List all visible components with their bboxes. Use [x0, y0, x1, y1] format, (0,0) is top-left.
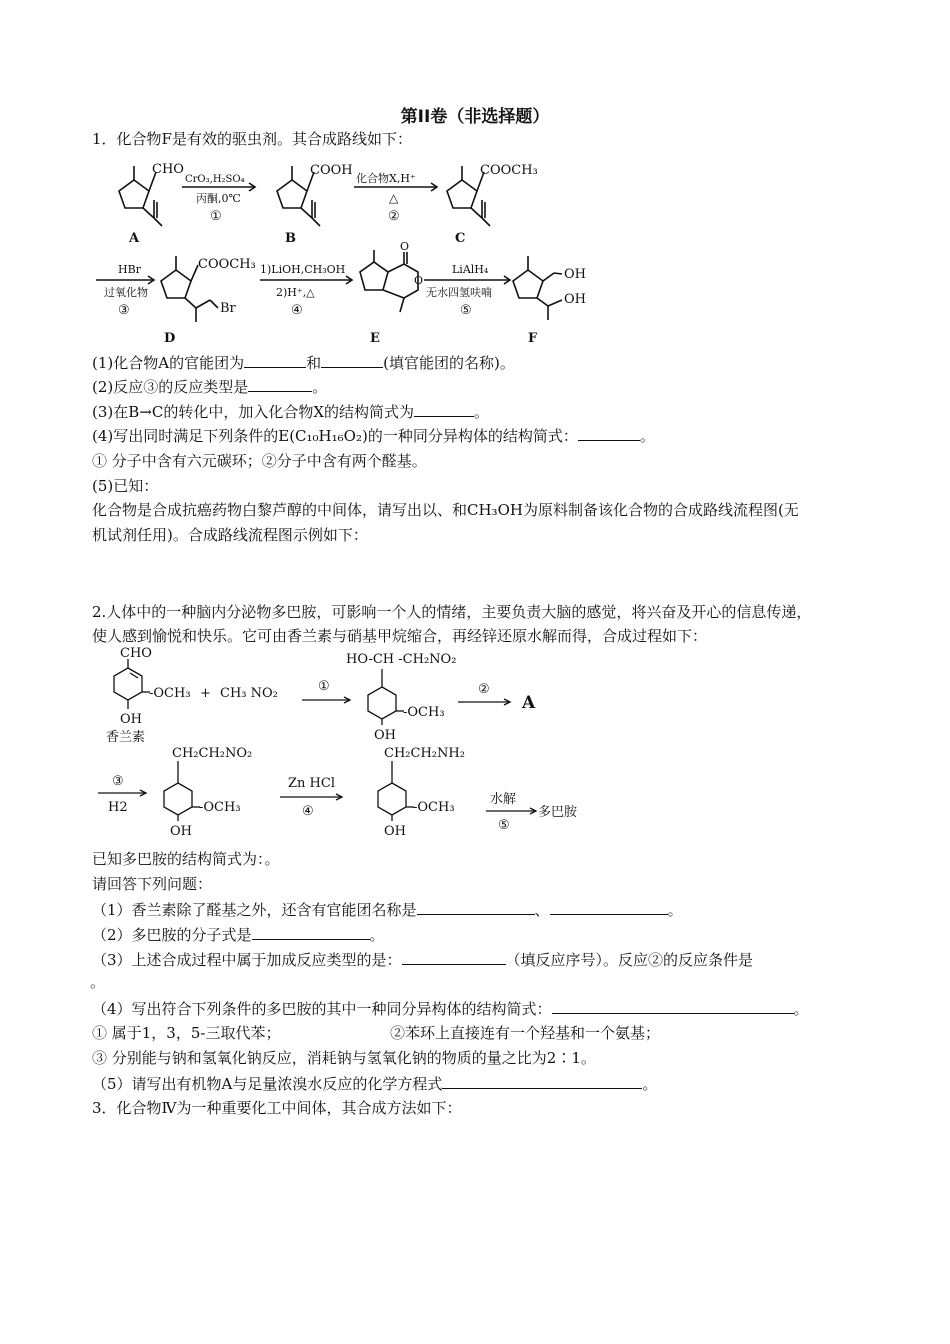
q1-A-cho: CHO — [152, 162, 184, 177]
q1-label-C: C — [455, 231, 466, 246]
q1-label-E: E — [370, 331, 380, 346]
q1-B-cooh: COOH — [310, 163, 353, 178]
q1-scheme-row2 — [92, 240, 612, 348]
section-title: 第II卷（非选择题） — [400, 107, 550, 127]
q2-intro-2: 使人感到愉悦和快乐。它可由香兰素与硝基甲烷缩合，再经锌还原水解而得，合成过程如下： — [92, 627, 708, 645]
q2-question-2: （2）多巴胺的分子式是 。 — [92, 926, 385, 944]
q1-question-1: (1)化合物A的官能团为 和 (填官能团的名称)。 — [92, 354, 515, 372]
q1-D-br: Br — [220, 301, 236, 316]
answer-blank[interactable] — [321, 352, 383, 368]
q2-plus: + — [200, 686, 211, 701]
q2-step-3: ③ — [112, 774, 124, 789]
q1-conditions: ① 分子中含有六元碳环；②分子中含有两个醛基。 — [92, 452, 427, 470]
answer-blank[interactable] — [417, 899, 535, 915]
q2-step-4: ④ — [302, 804, 314, 819]
q2-prompt: 请回答下列问题： — [92, 875, 213, 893]
q2-question-5: （5）请写出有机物A与足量浓溴水反应的化学方程式 。 — [92, 1075, 658, 1093]
q1-r3-num: ③ — [118, 303, 130, 318]
q1-D-cooch3: COOCH₃ — [198, 257, 256, 272]
q1-r4-bottom: 2)H⁺,△ — [276, 286, 315, 299]
q1-question-5: (5)已知： — [92, 477, 159, 495]
answer-blank[interactable] — [550, 899, 668, 915]
q1-r2-num: ② — [388, 209, 400, 224]
q2-vanillin-cho: CHO — [120, 646, 152, 661]
q2-product3-chain: CH₂CH₂NO₂ — [172, 746, 253, 761]
q1-r2-top: 化合物X,H⁺ — [356, 172, 416, 185]
q1-C-cooch3: COOCH₃ — [480, 163, 538, 178]
q2-vanillin-oh: OH — [120, 712, 142, 727]
q1-r1-bottom: 丙酮,0℃ — [196, 192, 241, 205]
answer-blank[interactable] — [252, 924, 370, 940]
q1-E-keto-o: O — [400, 240, 410, 253]
q1-label-A: A — [129, 231, 140, 246]
q2-product4-chain: CH₂CH₂NH₂ — [384, 746, 465, 761]
q1-r5-bottom: 无水四氢呋喃 — [426, 286, 492, 299]
q1-question-3: (3)在B→C的转化中，加入化合物X的结构简式为 。 — [92, 403, 490, 421]
q1-question-5-text-2: 机试剂任用)。合成路线流程图示例如下： — [92, 526, 368, 544]
q2-step-1: ① — [318, 679, 330, 694]
q2-vanillin-och3: -OCH₃ — [149, 686, 191, 701]
q2-step-2: ② — [478, 682, 490, 697]
q1-question-5-text-1: 化合物是合成抗癌药物白黎芦醇的中间体，请写出以、和CH₃OH为原料制备该化合物的合成路线流程图(无 — [92, 501, 799, 519]
q2-question-1: （1）香兰素除了醛基之外，还含有官能团名称是 、 。 — [92, 901, 683, 919]
q2-product-A: A — [522, 693, 536, 713]
q2-dopamine: 多巴胺 — [538, 805, 578, 820]
q1-label-F: F — [528, 331, 538, 346]
q2-product4-oh: OH — [384, 824, 406, 839]
q2-condition-1: ① 属于1，3，5-三取代苯； — [92, 1024, 281, 1042]
q1-E-ring-o: O — [414, 274, 424, 287]
answer-blank[interactable] — [248, 376, 312, 392]
q1-r3-bottom: 过氧化物 — [104, 286, 148, 299]
q2-question-3-end: 。 — [90, 973, 106, 991]
answer-blank[interactable] — [414, 401, 474, 417]
q2-intro-1: 2.人体中的一种脑内分泌物多巴胺，可影响一个人的情绪，主要负责大脑的感觉，将兴奋及开心的信息传递， — [92, 603, 812, 621]
q2-known: 已知多巴胺的结构简式为：。 — [92, 850, 280, 868]
q1-question-2: (2)反应③的反应类型是 。 — [92, 378, 328, 396]
q2-product4-och3: -OCH₃ — [413, 800, 455, 815]
q2-condition-3: ③ 分别能与钠和氢氧化钠反应，消耗钠与氢氧化钠的物质的量之比为2∶1。 — [92, 1049, 596, 1067]
q2-product3-oh: OH — [170, 824, 192, 839]
q1-F-oh1: OH — [564, 267, 586, 282]
q2-product1-chain: HO-CH -CH₂NO₂ — [346, 652, 457, 667]
q1-scheme-row1 — [92, 150, 562, 248]
q2-product3-och3: -OCH₃ — [199, 800, 241, 815]
q2-condition-2: ②苯环上直接连有一个羟基和一个氨基； — [390, 1024, 661, 1042]
answer-blank[interactable] — [244, 352, 306, 368]
answer-blank[interactable] — [442, 1073, 642, 1089]
q1-r4-top: 1)LiOH,CH₃OH — [260, 263, 346, 276]
q2-question-4: （4）写出符合下列条件的多巴胺的其中一种同分异构体的结构简式： 。 — [92, 1000, 809, 1018]
q2-product1-oh: OH — [374, 728, 396, 743]
q1-r2-bottom: △ — [389, 191, 399, 205]
answer-blank[interactable] — [402, 949, 506, 965]
q1-r1-num: ① — [210, 209, 222, 224]
q3-intro: 3．化合物Ⅳ为一种重要化工中间体，其合成方法如下： — [92, 1099, 462, 1117]
q1-label-D: D — [164, 331, 176, 346]
q1-F-oh2: OH — [564, 292, 586, 307]
q2-product1-och3: -OCH₃ — [403, 705, 445, 720]
q1-r5-top: LiAlH₄ — [452, 263, 489, 276]
q2-h2: H2 — [108, 800, 128, 815]
q1-label-B: B — [285, 231, 296, 246]
answer-blank[interactable] — [552, 998, 794, 1014]
q2-vanillin-label: 香兰素 — [106, 730, 146, 745]
q1-r1-top: CrO₃,H₂SO₄ — [185, 174, 245, 185]
answer-blank[interactable] — [578, 425, 640, 441]
q2-step-5: ⑤ — [498, 818, 510, 833]
q2-question-3: （3）上述合成过程中属于加成反应类型的是： （填反应序号）。反应②的反应条件是 — [92, 951, 754, 969]
q1-intro: 1．化合物F是有效的驱虫剂。其合成路线如下： — [92, 130, 412, 148]
q2-nitromethane: CH₃ NO₂ — [220, 686, 278, 701]
q1-r5-num: ⑤ — [460, 303, 472, 318]
q1-r3-top: HBr — [118, 263, 141, 276]
q2-hydrolysis: 水解 — [490, 792, 517, 807]
q1-question-4: (4)写出同时满足下列条件的E(C₁₀H₁₆O₂)的一种同分异构体的结构简式： 。 — [92, 427, 655, 445]
q2-zn-hcl: Zn HCl — [288, 776, 335, 791]
q1-r4-num: ④ — [291, 303, 303, 318]
q2-scheme — [92, 645, 602, 845]
